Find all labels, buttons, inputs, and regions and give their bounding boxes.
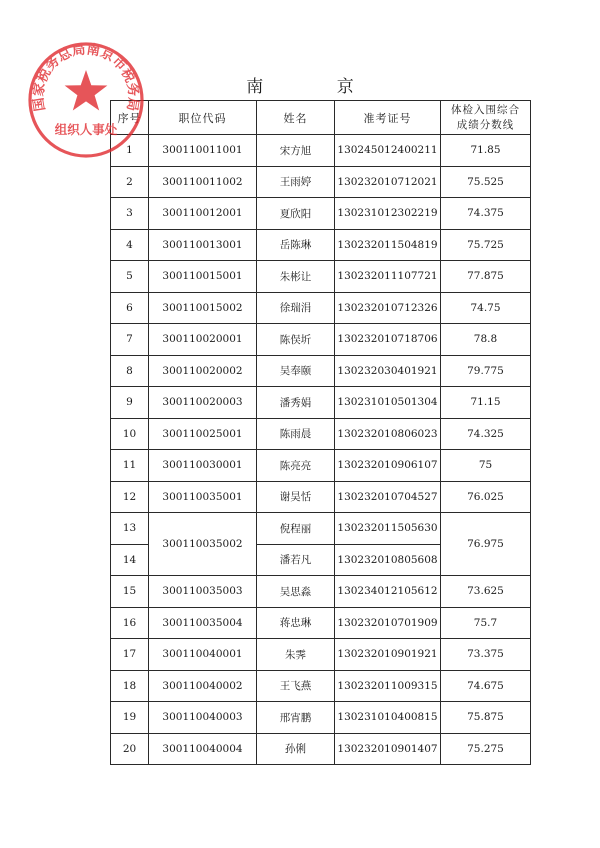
cell-position-code: 300110035003 — [149, 576, 257, 608]
cell-name: 孙俐 — [257, 733, 335, 765]
cell-name: 吴思淼 — [257, 576, 335, 608]
cell-score: 76.025 — [441, 481, 531, 513]
cell-name: 朱霁 — [257, 639, 335, 671]
cell-exam-no: 130232011504819 — [335, 229, 441, 261]
table-row — [111, 576, 531, 608]
cell-name: 吴奉颐 — [257, 355, 335, 387]
cell-score: 79.775 — [441, 355, 531, 387]
table-row — [111, 166, 531, 198]
table-row — [111, 292, 531, 324]
header-score-line-2: 成绩分数线 — [456, 118, 515, 131]
cell-name: 陈雨晨 — [257, 418, 335, 450]
cell-score: 75.525 — [441, 166, 531, 198]
table-row — [111, 481, 531, 513]
table-header — [111, 101, 531, 135]
cell-name: 潘秀娟 — [257, 387, 335, 419]
cell-exam-no: 130231010501304 — [335, 387, 441, 419]
cell-name: 宋方旭 — [257, 135, 335, 167]
cell-position-code: 300110025001 — [149, 418, 257, 450]
cell-position-code: 300110015002 — [149, 292, 257, 324]
cell-seq: 18 — [111, 670, 149, 702]
cell-name: 邢宵鹏 — [257, 702, 335, 734]
table-row — [111, 639, 531, 671]
official-seal-stamp — [26, 40, 146, 160]
cell-seq: 7 — [111, 324, 149, 356]
cell-name: 陈俣圻 — [257, 324, 335, 356]
table-row — [111, 702, 531, 734]
header-name: 姓名 — [257, 101, 335, 135]
table-row — [111, 355, 531, 387]
table-row — [111, 261, 531, 293]
cell-name: 夏欣阳 — [257, 198, 335, 230]
cell-position-code: 300110030001 — [149, 450, 257, 482]
cell-seq: 9 — [111, 387, 149, 419]
cell-score: 75 — [441, 450, 531, 482]
cell-position-code: 300110035001 — [149, 481, 257, 513]
cell-exam-no: 130232011505630 — [335, 513, 441, 545]
cell-position-code: 300110011002 — [149, 166, 257, 198]
table-row — [111, 733, 531, 765]
cell-position-code: 300110020001 — [149, 324, 257, 356]
cell-position-code: 300110040001 — [149, 639, 257, 671]
cell-exam-no: 130232010805608 — [335, 544, 441, 576]
cell-exam-no: 130232010806023 — [335, 418, 441, 450]
cell-name: 徐瑞涓 — [257, 292, 335, 324]
cell-name: 岳陈琳 — [257, 229, 335, 261]
header-seq: 序号 — [111, 101, 149, 135]
cell-position-code: 300110012001 — [149, 198, 257, 230]
cell-seq: 4 — [111, 229, 149, 261]
cell-seq: 5 — [111, 261, 149, 293]
cell-name: 潘若凡 — [257, 544, 335, 576]
cell-position-code: 300110015001 — [149, 261, 257, 293]
cell-name: 朱彬让 — [257, 261, 335, 293]
cell-position-code: 300110013001 — [149, 229, 257, 261]
cell-exam-no: 130231010400815 — [335, 702, 441, 734]
cell-position-code: 300110011001 — [149, 135, 257, 167]
cell-exam-no: 130232010901407 — [335, 733, 441, 765]
cell-score: 78.8 — [441, 324, 531, 356]
table-row — [111, 135, 531, 167]
cell-score: 75.725 — [441, 229, 531, 261]
table-row — [111, 418, 531, 450]
seal-ring-text: 国家税务总局南京市税务局 — [30, 41, 142, 113]
cell-exam-no: 130232011107721 — [335, 261, 441, 293]
cell-seq: 2 — [111, 166, 149, 198]
cell-name: 倪程丽 — [257, 513, 335, 545]
cell-seq: 6 — [111, 292, 149, 324]
cell-score: 75.275 — [441, 733, 531, 765]
table-row — [111, 229, 531, 261]
table-row — [111, 324, 531, 356]
table-row — [111, 450, 531, 482]
header-exam-no: 准考证号 — [335, 101, 441, 135]
cell-position-code: 300110040002 — [149, 670, 257, 702]
cell-score: 73.625 — [441, 576, 531, 608]
cell-seq: 20 — [111, 733, 149, 765]
cell-exam-no: 130232010718706 — [335, 324, 441, 356]
cell-position-code: 300110020003 — [149, 387, 257, 419]
table-body — [111, 135, 531, 765]
seal-star-icon — [65, 70, 108, 111]
cell-seq: 12 — [111, 481, 149, 513]
cell-score: 75.875 — [441, 702, 531, 734]
cell-seq: 14 — [111, 544, 149, 576]
cell-position-code: 300110020002 — [149, 355, 257, 387]
cell-name: 王雨婷 — [257, 166, 335, 198]
cell-position-code: 300110040003 — [149, 702, 257, 734]
cell-score: 74.75 — [441, 292, 531, 324]
header-position-code: 职位代码 — [149, 101, 257, 135]
cell-score: 74.375 — [441, 198, 531, 230]
cell-exam-no: 130234012105612 — [335, 576, 441, 608]
cell-exam-no: 130232010704527 — [335, 481, 441, 513]
cell-seq: 15 — [111, 576, 149, 608]
table-row — [111, 607, 531, 639]
cell-score: 76.975 — [441, 513, 531, 576]
table-row — [111, 198, 531, 230]
table-row — [111, 513, 531, 545]
cell-exam-no: 130232010712021 — [335, 166, 441, 198]
cell-exam-no: 130232010712326 — [335, 292, 441, 324]
cell-seq: 16 — [111, 607, 149, 639]
cell-seq: 10 — [111, 418, 149, 450]
cell-position-code: 300110040004 — [149, 733, 257, 765]
cell-seq: 17 — [111, 639, 149, 671]
candidate-table — [110, 100, 531, 765]
cell-seq: 1 — [111, 135, 149, 167]
cell-exam-no: 130245012400211 — [335, 135, 441, 167]
header-row — [111, 101, 531, 135]
cell-name: 王飞燕 — [257, 670, 335, 702]
cell-name: 陈亮亮 — [257, 450, 335, 482]
cell-score: 73.375 — [441, 639, 531, 671]
table-row — [111, 387, 531, 419]
cell-seq: 19 — [111, 702, 149, 734]
cell-score: 77.875 — [441, 261, 531, 293]
cell-exam-no: 130232011009315 — [335, 670, 441, 702]
cell-score: 74.325 — [441, 418, 531, 450]
cell-position-code: 300110035002 — [149, 513, 257, 576]
cell-seq: 3 — [111, 198, 149, 230]
cell-seq: 11 — [111, 450, 149, 482]
seal-center-text: 组织人事处 — [54, 122, 118, 137]
page-title: 南 京 — [246, 77, 388, 97]
cell-score: 71.15 — [441, 387, 531, 419]
cell-seq: 13 — [111, 513, 149, 545]
cell-score: 71.85 — [441, 135, 531, 167]
table-row — [111, 670, 531, 702]
cell-exam-no: 130232010901921 — [335, 639, 441, 671]
cell-name: 谢昊恬 — [257, 481, 335, 513]
cell-score: 75.7 — [441, 607, 531, 639]
cell-exam-no: 130232010906107 — [335, 450, 441, 482]
cell-position-code: 300110035004 — [149, 607, 257, 639]
cell-name: 蒋忠琳 — [257, 607, 335, 639]
cell-seq: 8 — [111, 355, 149, 387]
cell-exam-no: 130231012302219 — [335, 198, 441, 230]
header-score-line — [441, 101, 531, 135]
cell-exam-no: 130232030401921 — [335, 355, 441, 387]
cell-exam-no: 130232010701909 — [335, 607, 441, 639]
cell-score: 74.675 — [441, 670, 531, 702]
header-score-line-1: 体检入围综合 — [451, 103, 520, 116]
